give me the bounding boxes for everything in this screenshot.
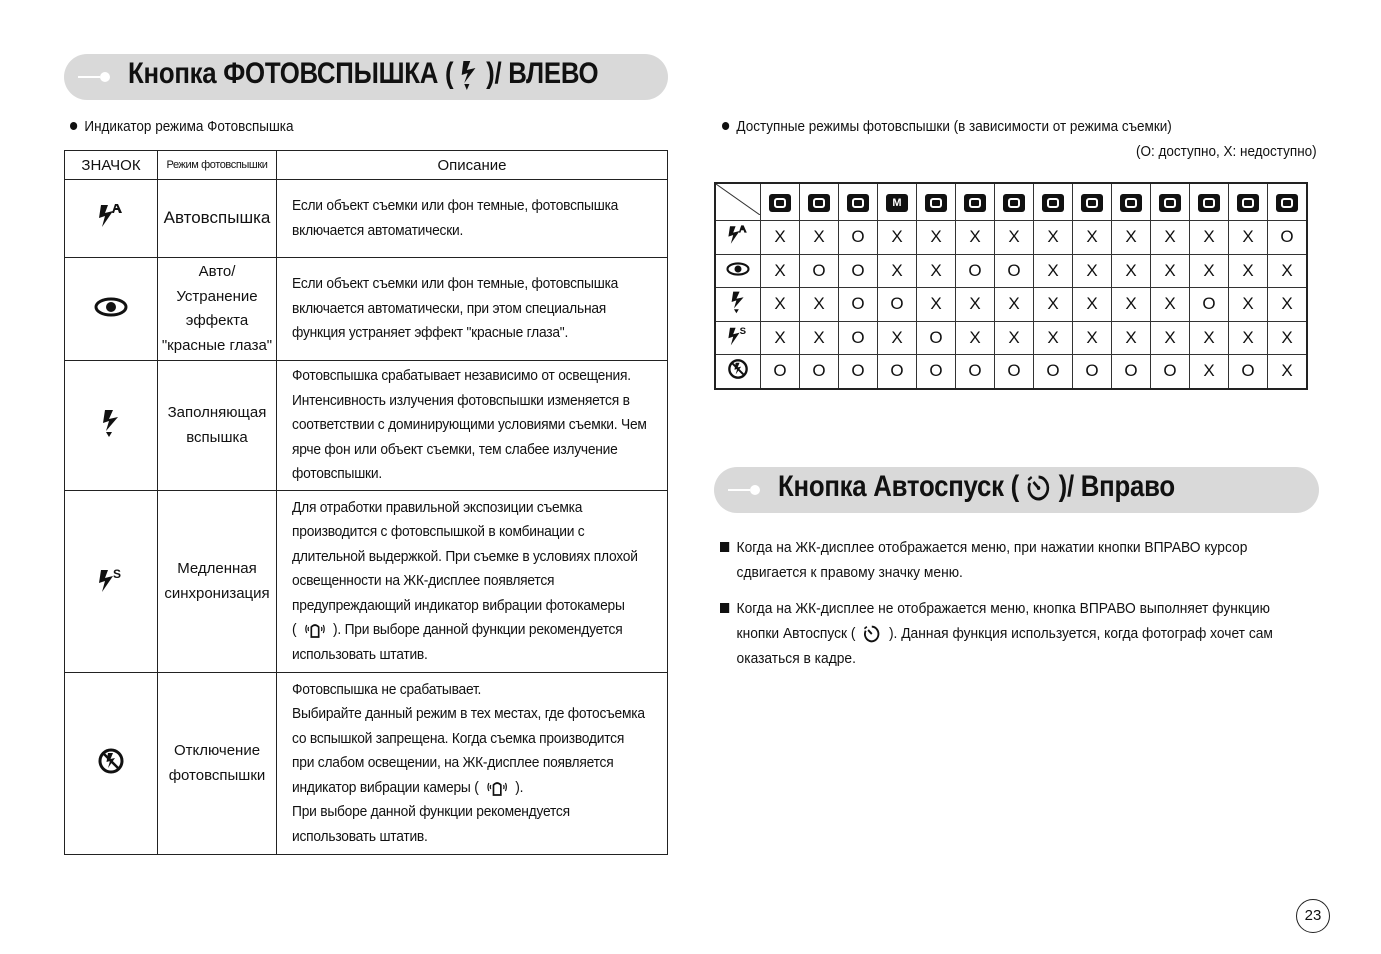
desc-fill-flash: Фотовспышка срабатывает независимо от освещения. Интенсивность излучения фотовспышки изменяется в соответствии с доминирующими условиями съемки. Чем ярче фон или объект съемки, тем слабее излучение фотовспышки. — [277, 361, 668, 491]
avail-cell: X — [761, 288, 800, 322]
avail-cell: O — [956, 254, 995, 288]
auto-mode-icon — [800, 183, 839, 221]
mode-slow-sync: Медленная синхронизация — [158, 491, 277, 673]
avail-row — [715, 355, 1307, 389]
banner-dot — [750, 485, 760, 495]
avail-cell: O — [995, 355, 1034, 389]
children-mode-icon — [995, 183, 1034, 221]
banner-line — [728, 489, 750, 491]
avail-cell: X — [1229, 254, 1268, 288]
portrait-mode-icon — [956, 183, 995, 221]
table-row — [65, 673, 668, 855]
desc-red-eye: Если объект съемки или фон темные, фотовспышка включается автоматически, при этом специальная функция устраняет эффект "красные глаза". — [277, 258, 668, 361]
program-mode-icon — [839, 183, 878, 221]
paragraph-menu-shown: Когда на ЖК-дисплее отображается меню, при нажатии кнопки ВПРАВО курсор сдвигается к правому значку меню. — [720, 535, 1293, 585]
avail-cell: X — [1073, 254, 1112, 288]
mode-auto-flash: Автовспышка — [158, 180, 277, 258]
flash-off-icon — [715, 355, 761, 389]
avail-cell: X — [800, 221, 839, 255]
avail-cell: X — [1073, 321, 1112, 355]
avail-cell: O — [839, 355, 878, 389]
dawn-mode-icon — [1190, 183, 1229, 221]
landscape-mode-icon — [1034, 183, 1073, 221]
avail-cell: O — [839, 288, 878, 322]
flash-indicator-label: Индикатор режима Фотовспышка — [70, 118, 294, 135]
avail-cell: X — [800, 288, 839, 322]
square-bullet — [720, 542, 729, 552]
avail-cell: O — [1151, 355, 1190, 389]
slow-sync-icon — [715, 321, 761, 355]
avail-cell: X — [1268, 321, 1308, 355]
avail-cell: O — [800, 254, 839, 288]
avail-row — [715, 254, 1307, 288]
avail-cell: X — [1229, 321, 1268, 355]
avail-cell: X — [1034, 321, 1073, 355]
self-timer-icon — [1026, 473, 1052, 503]
avail-cell: X — [1112, 221, 1151, 255]
avail-cell: X — [1112, 321, 1151, 355]
avail-cell: X — [1229, 288, 1268, 322]
header-description: Описание — [277, 151, 668, 180]
avail-cell: X — [917, 221, 956, 255]
avail-cell: X — [1112, 288, 1151, 322]
svg-text:S: S — [113, 567, 122, 581]
page-number: 23 — [1296, 899, 1330, 933]
fill-flash-icon — [715, 288, 761, 322]
avail-cell: O — [839, 321, 878, 355]
table-header-row — [65, 151, 668, 180]
avail-cell: O — [956, 355, 995, 389]
avail-cell: O — [1073, 355, 1112, 389]
avail-cell: X — [1190, 321, 1229, 355]
paragraph-menu-hidden: Когда на ЖК-дисплее не отображается меню, кнопка ВПРАВО выполняет функцию кнопки Автоспуск ( ). Данная функция используется, когда фотограф хочет сам оказаться в кадре. — [720, 596, 1321, 671]
flash-off-icon — [65, 673, 158, 855]
avail-cell: O — [1229, 355, 1268, 389]
avail-cell: X — [956, 288, 995, 322]
slow-sync-icon — [65, 491, 158, 673]
avail-row — [715, 221, 1307, 255]
avail-cell: X — [1268, 254, 1308, 288]
movie-mode-icon — [761, 183, 800, 221]
square-bullet — [720, 603, 729, 613]
avail-row — [715, 288, 1307, 322]
desc-slow-sync: Для отработки правильной экспозиции съемка производится с фотовспышкой в комбинации с длительной выдержкой. При съемке в условиях плохой освещенности на ЖК-дисплее появляется предупреждающий индикатор вибрации фотокамеры ( ). При выборе данной функции рекомендуется использовать штатив. — [277, 491, 668, 673]
avail-cell: O — [917, 321, 956, 355]
avail-cell: O — [761, 355, 800, 389]
selftimer-section-title: Кнопка Автоспуск ( )/ Вправо — [778, 470, 1175, 503]
avail-cell: X — [1073, 288, 1112, 322]
avail-cell: O — [800, 355, 839, 389]
avail-cell: X — [1190, 254, 1229, 288]
avail-cell: X — [1034, 254, 1073, 288]
avail-cell: X — [878, 254, 917, 288]
avail-cell: O — [1268, 221, 1308, 255]
avail-cell: X — [1034, 221, 1073, 255]
avail-cell: X — [1268, 288, 1308, 322]
corner-cell — [715, 183, 761, 221]
backlight-mode-icon — [1268, 183, 1308, 221]
avail-cell: O — [839, 254, 878, 288]
banner-line — [78, 76, 100, 78]
mode-flash-off: Отключение фотовспышки — [158, 673, 277, 855]
avail-cell: X — [995, 221, 1034, 255]
avail-cell: O — [878, 355, 917, 389]
flash-icon — [460, 59, 479, 91]
manual-mode-icon: M — [878, 183, 917, 221]
avail-cell: O — [995, 254, 1034, 288]
avail-cell: X — [761, 321, 800, 355]
bullet-dot — [722, 122, 729, 130]
mode-fill-flash: Заполняющая вспышка — [158, 361, 277, 491]
flash-auto-icon — [65, 180, 158, 258]
flash-auto-icon — [715, 221, 761, 255]
avail-cell: O — [917, 355, 956, 389]
night-mode-icon — [917, 183, 956, 221]
avail-cell: X — [917, 288, 956, 322]
red-eye-icon — [715, 254, 761, 288]
avail-cell: X — [878, 221, 917, 255]
banner-dot — [100, 72, 110, 82]
table-row — [65, 180, 668, 258]
avail-cell: X — [1151, 288, 1190, 322]
avail-header-row — [715, 183, 1307, 221]
avail-cell: X — [917, 254, 956, 288]
avail-cell: X — [878, 321, 917, 355]
avail-cell: O — [1190, 288, 1229, 322]
avail-cell: X — [1151, 321, 1190, 355]
bullet-dot — [70, 122, 77, 130]
table-row — [65, 258, 668, 361]
avail-cell: X — [1268, 355, 1308, 389]
avail-cell: X — [1073, 221, 1112, 255]
camera-shake-icon — [304, 621, 326, 639]
avail-cell: X — [995, 321, 1034, 355]
avail-cell: X — [956, 321, 995, 355]
avail-cell: O — [878, 288, 917, 322]
avail-cell: X — [956, 221, 995, 255]
avail-cell: X — [800, 321, 839, 355]
mode-red-eye: Авто/ Устранение эффекта "красные глаза" — [158, 258, 277, 361]
avail-cell: X — [1112, 254, 1151, 288]
avail-cell: X — [1151, 221, 1190, 255]
self-timer-icon — [863, 624, 881, 644]
header-mode: Режим фотовспышки — [158, 151, 277, 180]
svg-text:S: S — [739, 326, 747, 338]
avail-cell: X — [1190, 355, 1229, 389]
table-row — [65, 361, 668, 491]
fireworks-mode-icon — [1229, 183, 1268, 221]
red-eye-icon — [65, 258, 158, 361]
avail-cell: O — [1112, 355, 1151, 389]
avail-row — [715, 321, 1307, 355]
avail-cell: X — [1151, 254, 1190, 288]
flash-section-title: Кнопка ФОТОВСПЫШКА ( )/ ВЛЕВО — [128, 57, 599, 90]
avail-cell: X — [995, 288, 1034, 322]
desc-auto-flash: Если объект съемки или фон темные, фотовспышка включается автоматически. — [277, 180, 668, 258]
sunset-mode-icon — [1151, 183, 1190, 221]
selftimer-section-banner — [714, 467, 1319, 513]
avail-cell: O — [1034, 355, 1073, 389]
avail-cell: X — [761, 254, 800, 288]
avail-cell: X — [1190, 221, 1229, 255]
avail-cell: X — [1229, 221, 1268, 255]
flash-availability-table — [714, 182, 1308, 390]
table-row — [65, 491, 668, 673]
text-mode-icon — [1112, 183, 1151, 221]
flash-modes-table — [64, 150, 668, 855]
avail-cell: X — [1034, 288, 1073, 322]
flash-section-banner — [64, 54, 668, 100]
header-icon: ЗНАЧОК — [65, 151, 158, 180]
fill-flash-icon — [65, 361, 158, 491]
camera-shake-icon — [486, 779, 508, 797]
avail-legend: (O: доступно, X: недоступно) — [1136, 143, 1317, 160]
avail-cell: O — [839, 221, 878, 255]
closeup-mode-icon — [1073, 183, 1112, 221]
avail-cell: X — [761, 221, 800, 255]
desc-flash-off: Фотовспышка не срабатывает. Выбирайте данный режим в тех местах, где фотосъемка со вспышкой запрещена. Когда съемка производится при слабом освещении, на ЖК-дисплее появляется индикатор вибрации камеры ( ). При выборе данной функции рекомендуется использовать штатив. — [277, 673, 668, 855]
avail-label: Доступные режимы фотовспышки (в зависимости от режима съемки) — [722, 118, 1172, 135]
